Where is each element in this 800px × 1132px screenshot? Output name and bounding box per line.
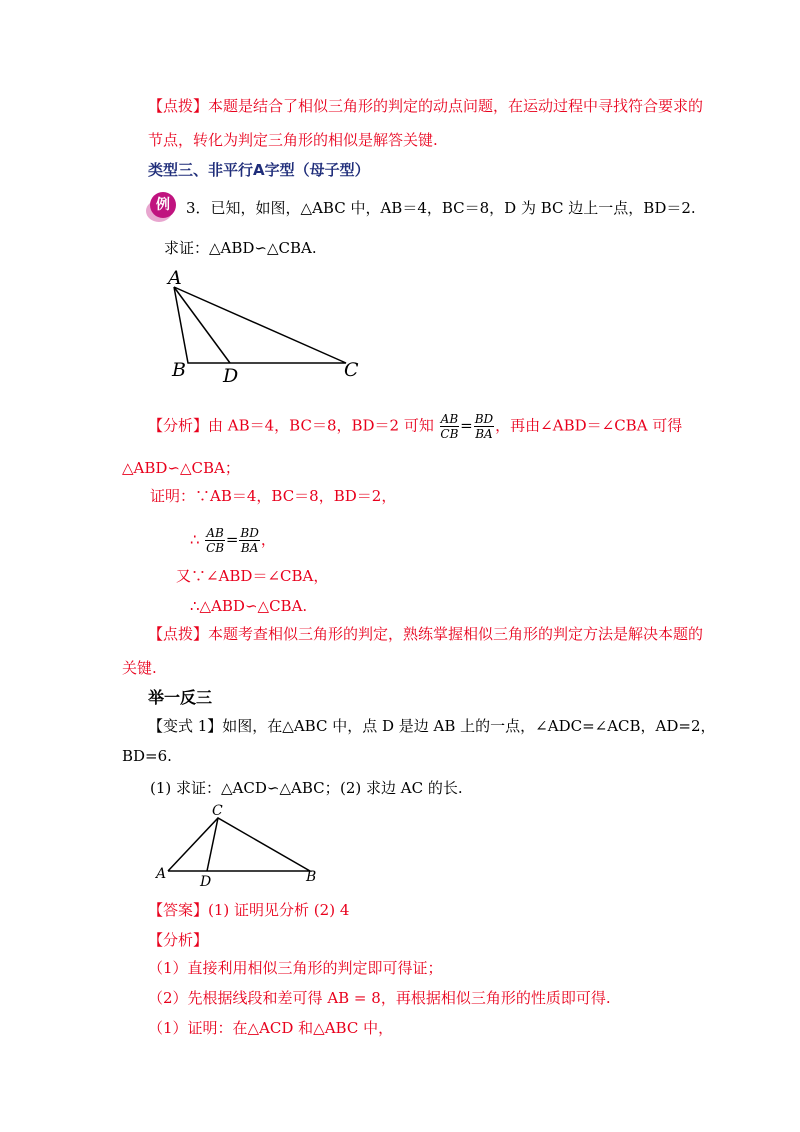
tip-1-line-1: 【点拨】本题是结合了相似三角形的判定的动点问题，在运动过程中寻找符合要求的 [148, 97, 704, 115]
triangle-figure-1 [160, 262, 370, 384]
analysis-2-line-1: （1）直接利用相似三角形的判定即可得证； [148, 959, 443, 977]
label-d: D [223, 365, 239, 384]
analysis-2-line-2: （2）先根据线段和差可得 AB = 8，再根据相似三角形的性质即可得. [148, 989, 611, 1007]
proof-1-line-2: ∴ $\frac{AB}{CB}$ = $\frac{BD}{BA}$ ， [190, 526, 276, 555]
label-a-2: A [156, 866, 167, 882]
answer-line: 【答案】(1) 证明见分析 (2) 4 [148, 901, 350, 919]
section-heading-type-3: 类型三、非平行A字型（母子型） [148, 161, 370, 179]
fraction-bd-ba: $\frac{BD}{BA}$ [474, 412, 494, 441]
fraction-bd-ba-proof: $\frac{BD}{BA}$ [240, 526, 259, 555]
example-statement: 3．已知，如图，△ABC 中，AB＝4，BC＝8，D 为 BC 边上一点，BD＝2. [186, 199, 696, 217]
triangle-acb-outline [168, 818, 310, 871]
segment-cd [207, 818, 218, 871]
tip-2-line-2: 关键. [122, 659, 157, 677]
tip-2-line-1: 【点拨】本题考查相似三角形的判定，熟练掌握相似三角形的判定方法是解决本题的 [148, 625, 704, 643]
variant-1-line-1: 【变式 1】如图，在△ABC 中，点 D 是边 AB 上的一点，∠ADC=∠ACB，AD=2， [148, 717, 716, 735]
tip-1-tag: 【点拨】 [148, 97, 209, 115]
practice-heading: 举一反三 [148, 688, 213, 707]
label-b: B [172, 359, 186, 381]
analysis-2-line-3: （1）证明：在△ACD 和△ABC 中， [148, 1019, 394, 1037]
proof-1-line-4: ∴△ABD∽△CBA. [190, 597, 308, 615]
analysis-1-tag: 【分析】 [148, 416, 209, 435]
example-badge-icon: 例 [150, 192, 176, 218]
tip-1-line-2: 节点，转化为判定三角形的相似是解答关键. [148, 131, 438, 149]
answer-tag: 【答案】 [148, 901, 209, 919]
analysis-1-line-2: △ABD∽△CBA； [122, 459, 240, 477]
label-c: C [344, 359, 359, 381]
label-b-2: B [306, 869, 317, 885]
proof-1-line-3: 又∵∠ABD＝∠CBA， [176, 567, 329, 585]
analysis-2-tag: 【分析】 [148, 931, 209, 949]
variant-1-question-1: (1) 求证：△ACD∽△ABC； [150, 779, 340, 797]
fraction-ab-cb: $\frac{AB}{CB}$ [440, 412, 459, 441]
triangle-figure-2 [154, 802, 324, 888]
fraction-ab-cb-proof: $\frac{AB}{CB}$ [206, 526, 225, 555]
tip-2-tag: 【点拨】 [148, 625, 209, 643]
label-d-2: D [200, 874, 212, 888]
variant-1-line-2: BD=6. [122, 747, 172, 765]
label-a: A [168, 267, 182, 289]
segment-ad [174, 287, 230, 363]
analysis-1-line-1: 【分析】由 AB＝4，BC＝8，BD＝2 可知 $\frac{AB}{CB}$ = $\frac{BD}{BA}$ ，再由∠ABD＝∠CBA 可得 [148, 412, 683, 441]
label-c-2: C [212, 803, 223, 819]
triangle-abc-outline [174, 287, 346, 363]
example-prove: 求证：△ABD∽△CBA. [164, 239, 317, 257]
variant-1-question-2: (2) 求边 AC 的长. [340, 779, 463, 797]
proof-1-line-1: 证明：∵AB＝4，BC＝8，BD＝2， [150, 487, 397, 505]
